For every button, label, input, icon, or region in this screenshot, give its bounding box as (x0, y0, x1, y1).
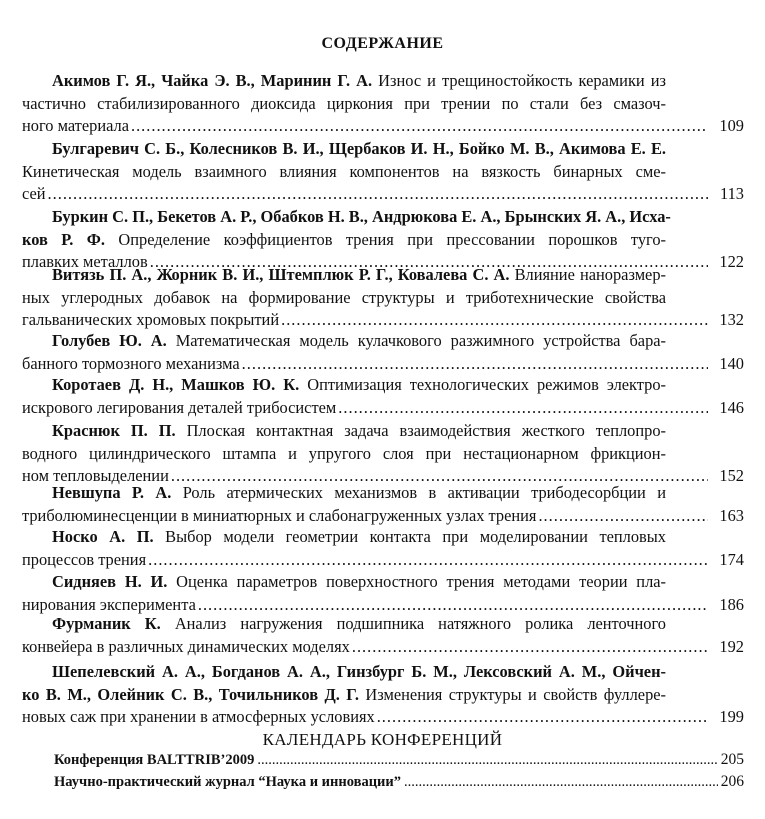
toc-entry-last-line (22, 549, 744, 572)
toc-entry-title-end: ном тепловыделении (22, 466, 169, 486)
toc-entry-page: 140 (719, 353, 744, 373)
toc-entry-title: Роль атермических механизмов в активации трибодесорбции и (171, 483, 666, 502)
toc-entry-line (22, 420, 666, 443)
toc-entry-title-line: частично стабилизированного диоксида циркония при трении по стали без смазоч- (22, 93, 666, 113)
toc-entry (22, 571, 744, 616)
toc-entry-line (22, 571, 666, 594)
toc-entry-title: Оценка параметров поверхностного трения методами теории пла- (167, 572, 666, 591)
toc-entry-line (22, 482, 666, 505)
toc-entry-page: 186 (719, 594, 744, 614)
toc-entry (22, 613, 744, 658)
dot-leader (48, 183, 708, 206)
toc-entry-page: 174 (719, 549, 744, 569)
toc-entry-page: 122 (719, 252, 744, 272)
toc-entry-last-line (22, 636, 744, 659)
toc-entry-line (22, 70, 666, 93)
toc-entry-line (22, 330, 666, 353)
toc-entry-title: Влияние наноразмер- (509, 265, 666, 284)
toc-entry-authors: Акимов Г. Я., Чайка Э. В., Маринин Г. А. (52, 71, 373, 90)
toc-entry-title: Плоская контактная задача взаимодействия жесткого теплопро- (175, 421, 666, 440)
page-title: СОДЕРЖАНИЕ (321, 35, 444, 52)
toc-entry (22, 526, 744, 571)
toc-entry-title: Изменения структуры и свойств фуллере- (358, 684, 666, 704)
toc-entry-title-end: нирования эксперимента (22, 594, 196, 614)
toc-entry-title-end: триболюминесценции в миниатюрных и слабонагруженных узлах трения (22, 505, 537, 525)
calendar-item-title: Научно-практический журнал “Наука и инновации” (54, 774, 402, 790)
dot-leader (338, 397, 708, 420)
toc-entry-title: Анализ нагружения подшипника натяжного ролика ленточного (160, 614, 666, 633)
dot-leader (404, 771, 718, 794)
toc-entry-line (22, 264, 666, 287)
dot-leader (352, 636, 708, 659)
toc-entry (22, 138, 744, 206)
toc-entry-title-line (22, 229, 666, 252)
toc-entry-title-end: сей (22, 184, 46, 204)
dot-leader (257, 749, 717, 772)
calendar-item (54, 771, 744, 794)
toc-entry-title-end: искрового легирования деталей трибосистем (22, 397, 337, 417)
toc-entry-line (22, 526, 666, 549)
toc-entry-title: Износ и трещиностойкость керамики из (372, 71, 666, 90)
calendar-item-page: 205 (720, 751, 744, 768)
toc-entry-authors: Голубев Ю. А. (52, 331, 167, 350)
toc-entry (22, 374, 744, 419)
toc-entry-page: 113 (720, 184, 744, 204)
dot-leader (242, 353, 708, 376)
calendar-item-page: 206 (720, 773, 744, 790)
calendar-section-title: КАЛЕНДАРЬ КОНФЕРЕНЦИЙ (262, 730, 503, 749)
toc-entry-last-line (22, 397, 744, 420)
toc-entry (22, 420, 744, 488)
toc-entry-title-end: конвейера в различных динамических моделях (22, 636, 350, 656)
toc-entry-page: 132 (719, 310, 744, 330)
toc-entry-authors: Буркин С. П., Бекетов А. Р., Обабков Н. В., Андрюкова Е. А., Брынских Я. А., Исха- (52, 207, 671, 226)
toc-entry-title-end: плавких металлов (22, 252, 148, 272)
toc-entry-title: Математическая модель кулачкового разжимного устройства бара- (166, 331, 666, 350)
toc-entry-authors: Краснюк П. П. (52, 421, 176, 440)
toc-entry-last-line (22, 115, 744, 138)
toc-entry-page: 199 (719, 707, 744, 727)
toc-entry-last-line (22, 309, 744, 332)
toc-entry-page: 163 (719, 505, 744, 525)
toc-entry (22, 330, 744, 375)
toc-entry-authors: Фурманик К. (52, 614, 161, 633)
dot-leader (148, 549, 708, 572)
toc-entry-authors: Булгаревич С. Б., Колесников В. И., Щербаков И. Н., Бойко М. В., Акимова Е. Е. (52, 139, 666, 158)
dot-leader (131, 115, 708, 138)
toc-entry-last-line (22, 505, 744, 528)
toc-entry-title-end: процессов трения (22, 549, 147, 569)
toc-entry-authors: Витязь П. А., Жорник В. И., Штемплюк Р. Г., Ковалева С. А. (52, 265, 510, 284)
toc-entry-last-line (22, 706, 744, 729)
toc-entry-authors: Коротаев Д. Н., Машков Ю. К. (52, 375, 300, 394)
calendar-item-title: Конференция BALTTRIB’2009 (54, 752, 255, 768)
toc-entry-title-line: водного цилиндрического штампа и упругого слоя при нестационарном фрикцион- (22, 443, 666, 463)
toc-entry-title: Выбор модели геометрии контакта при моделировании тепловых (153, 527, 666, 546)
toc-entry-title-line: ных углеродных добавок на формирование структуры и триботехнические свойства (22, 287, 666, 307)
toc-entry-title-end: ного материала (22, 116, 129, 136)
toc-entry-page: 109 (719, 116, 744, 136)
toc-entry (22, 70, 744, 138)
dot-leader (538, 505, 708, 528)
toc-entry-last-line (22, 353, 744, 376)
toc-entry (22, 661, 744, 729)
toc-entry-authors: Носко А. П. (52, 527, 154, 546)
toc-entry-title-end: гальванических хромовых покрытий (22, 310, 280, 330)
toc-entry-line (22, 374, 666, 397)
toc-entry (22, 264, 744, 332)
toc-entry-page: 146 (719, 397, 744, 417)
toc-entry-authors: Шепелевский А. А., Богданов А. А., Гинзбург Б. М., Лексовский А. М., Ойчен- (52, 662, 666, 681)
calendar-item (54, 749, 744, 772)
dot-leader (281, 309, 708, 332)
toc-entry-authors: Невшупа Р. А. (52, 483, 172, 502)
toc-entry-title: Определение коэффициентов трения при прессовании порошков туго- (104, 229, 666, 249)
toc-entry-title-line (22, 684, 666, 707)
toc-entry-title-end: новых саж при хранении в атмосферных условиях (22, 707, 375, 727)
toc-entry-authors-cont: ко В. М., Олейник С. В., Точильников Д. Г. (22, 684, 359, 704)
toc-entry-page: 152 (719, 466, 744, 486)
toc-entry-title-line: Кинетическая модель взаимного влияния компонентов на вязкость бинарных сме- (22, 161, 666, 181)
toc-entry-page: 192 (719, 636, 744, 656)
toc-entry-last-line (22, 183, 744, 206)
toc-entry (22, 482, 744, 527)
toc-entry-title-end: банного тормозного механизма (22, 353, 240, 373)
toc-entry-line (22, 613, 666, 636)
toc-entry-title: Оптимизация технологических режимов электро- (299, 375, 666, 394)
dot-leader (377, 706, 708, 729)
toc-entry-authors-cont: ков Р. Ф. (22, 229, 105, 249)
toc-entry-authors: Сидняев Н. И. (52, 572, 168, 591)
